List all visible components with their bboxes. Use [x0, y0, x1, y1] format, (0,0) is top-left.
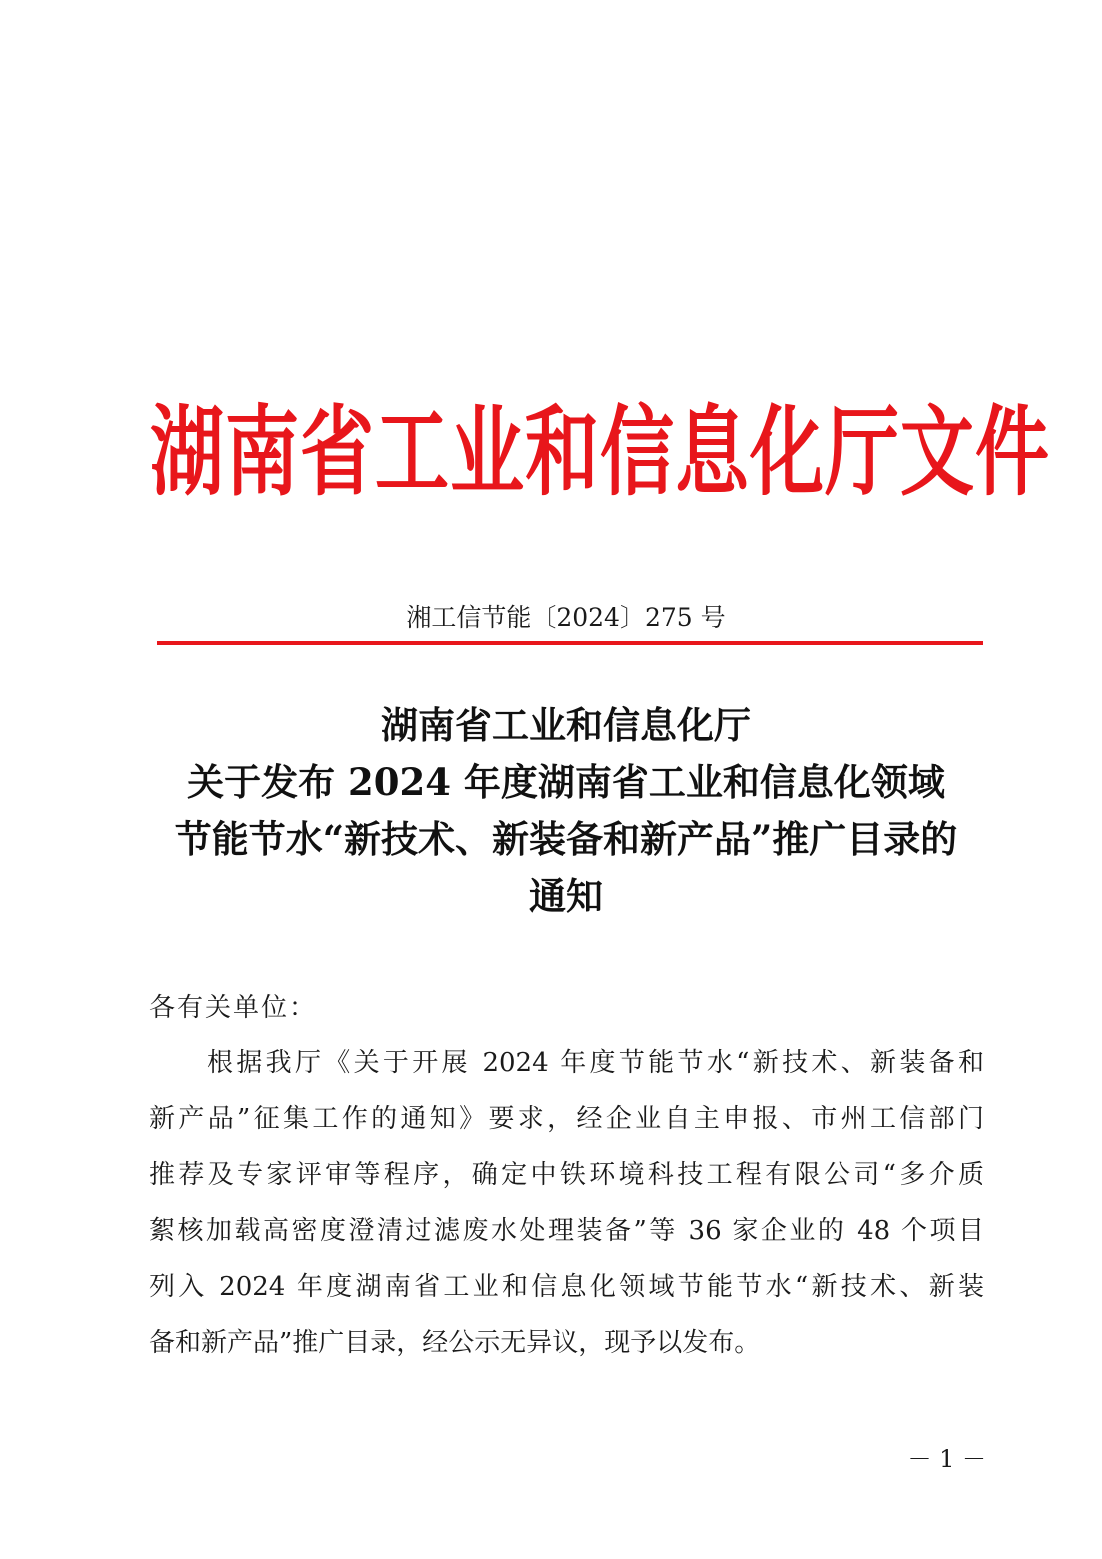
salutation: 各有关单位： — [149, 993, 318, 1023]
body-paragraph — [149, 1043, 984, 1379]
document-number: 湘工信节能〔2024〕275 号 — [406, 603, 726, 632]
red-divider-line — [157, 641, 983, 645]
document-masthead: 湖南省工业和信息化厅文件 — [150, 396, 1050, 510]
page-number: － 1 － — [907, 1445, 986, 1473]
paragraph-line: 根据我厅《关于开展 2024 年度节能节水“新技术、新装备和 — [207, 1048, 984, 1078]
paragraph-line: 备和新产品”推广目录，经公示无异议，现予以发布。 — [149, 1328, 761, 1358]
title-line: 通知 — [529, 874, 603, 918]
paragraph-line: 絮核加载高密度澄清过滤废水处理装备”等 36 家企业的 48 个项目 — [149, 1216, 984, 1246]
paragraph-line: 新产品”征集工作的通知》要求，经企业自主申报、市州工信部门 — [149, 1104, 984, 1134]
paragraph-line: 推荐及专家评审等程序，确定中铁环境科技工程有限公司“多介质 — [149, 1160, 984, 1190]
document-title — [140, 697, 992, 925]
title-line: 关于发布 2024 年度湖南省工业和信息化领域 — [187, 760, 945, 804]
paragraph-line: 列入 2024 年度湖南省工业和信息化领域节能节水“新技术、新装 — [149, 1272, 984, 1302]
title-line: 湖南省工业和信息化厅 — [381, 703, 751, 747]
title-line: 节能节水“新技术、新装备和新产品”推广目录的 — [174, 817, 958, 861]
